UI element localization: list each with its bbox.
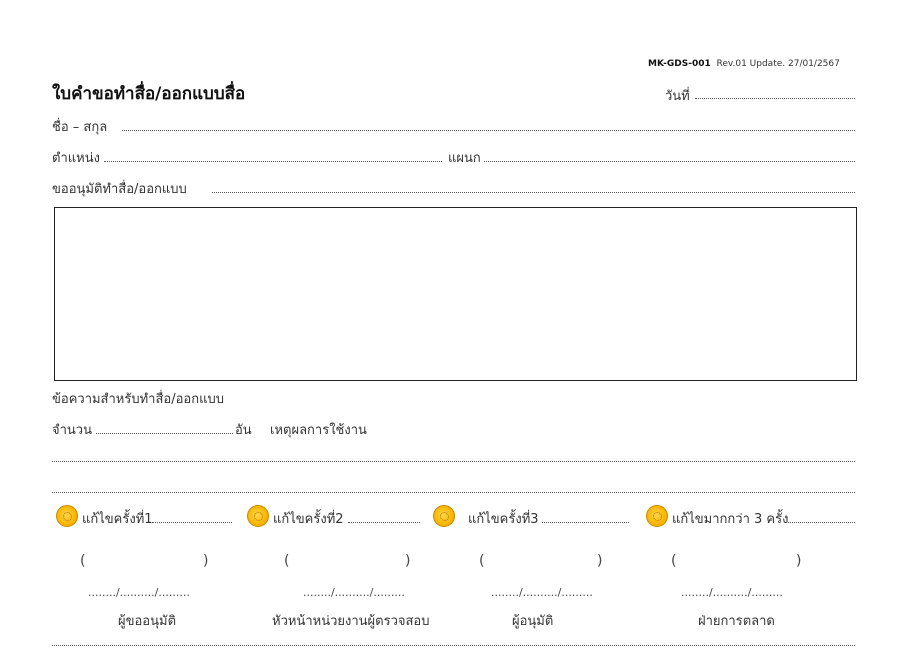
date-field[interactable] (695, 98, 855, 99)
footer-line (52, 645, 855, 646)
revision-1-coin-icon[interactable] (56, 505, 78, 527)
revision-1-label: แก้ไขครั้งที่1 (82, 512, 153, 527)
page-title: ใบคำขอทำสื่อ/ออกแบบสื่อ (52, 84, 246, 104)
reason-label: เหตุผลการใช้งาน (270, 423, 367, 438)
signature-4-close-paren: ) (796, 553, 802, 569)
revision-2-coin-icon[interactable] (247, 505, 269, 527)
signature-4-role: ฝ่ายการตลาด (698, 614, 775, 629)
name-field[interactable] (122, 130, 855, 131)
signature-1-role: ผู้ขออนุมัติ (118, 614, 177, 629)
signature-1-date[interactable]: ......../........../......... (88, 586, 190, 599)
department-label: แผนก (448, 151, 481, 166)
approve-field[interactable] (212, 192, 855, 193)
revision-3-field[interactable] (542, 522, 629, 523)
quantity-field[interactable] (96, 433, 233, 434)
approve-label: ขออนุมัติทำสื่อ/ออกแบบ (52, 182, 187, 197)
signature-2-date[interactable]: ......../........../......... (303, 586, 405, 599)
signature-3-role: ผู้อนุมัติ (512, 614, 554, 629)
position-field[interactable] (104, 161, 442, 162)
unit-label: อัน (235, 423, 252, 438)
signature-4-date[interactable]: ......../........../......... (681, 586, 783, 599)
signature-4-open-paren: ( (671, 553, 677, 569)
signature-3-open-paren: ( (479, 553, 485, 569)
reason-line-1[interactable] (52, 461, 855, 462)
revision-3-coin-icon[interactable] (433, 505, 455, 527)
revision-3-label: แก้ไขครั้งที่3 (468, 512, 539, 527)
department-field[interactable] (484, 161, 855, 162)
revision-1-field[interactable] (152, 522, 232, 523)
signature-2-open-paren: ( (284, 553, 290, 569)
signature-2-role: หัวหน้าหน่วยงานผู้ตรวจสอบ (272, 614, 430, 629)
quantity-label: จำนวน (52, 423, 92, 438)
signature-3-date[interactable]: ......../........../......... (491, 586, 593, 599)
signature-3-close-paren: ) (597, 553, 603, 569)
form-code (648, 59, 840, 69)
signature-1-close-paren: ) (203, 553, 209, 569)
date-label: วันที่ (665, 89, 690, 104)
signature-2-close-paren: ) (405, 553, 411, 569)
revision-2-field[interactable] (348, 522, 420, 523)
revision-4-label: แก้ไขมากกว่า 3 ครั้ง (672, 512, 789, 527)
revision-4-coin-icon[interactable] (646, 505, 668, 527)
signature-1-open-paren: ( (80, 553, 86, 569)
name-label: ชื่อ – สกุล (52, 120, 108, 135)
revision-4-field[interactable] (788, 522, 855, 523)
form-code-id: MK-GDS-001 (648, 59, 711, 69)
message-label: ข้อความสำหรับทำสื่อ/ออกแบบ (52, 392, 224, 407)
design-area-box[interactable] (54, 207, 857, 381)
position-label: ตำแหน่ง (52, 151, 100, 166)
reason-line-2[interactable] (52, 492, 855, 493)
revision-2-label: แก้ไขครั้งที่2 (273, 512, 344, 527)
form-revision: Rev.01 Update. 27/01/2567 (716, 59, 840, 69)
